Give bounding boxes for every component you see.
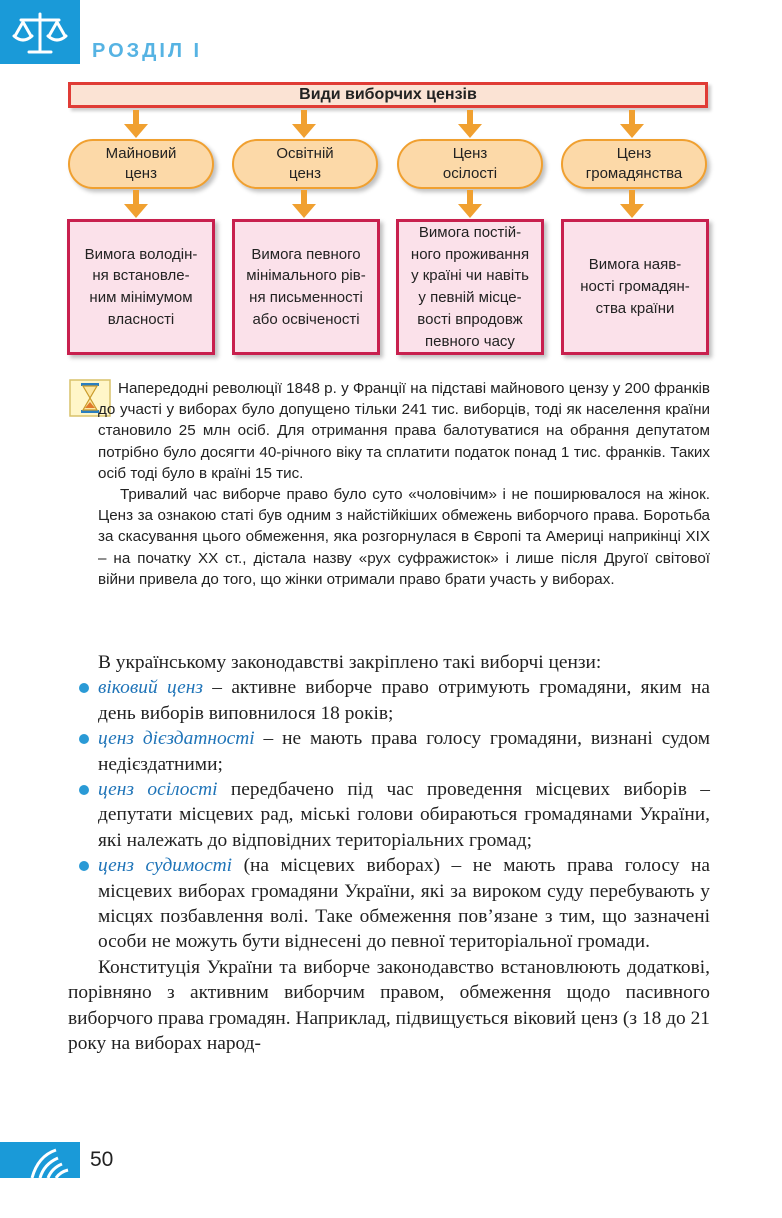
page-number: 50	[90, 1148, 114, 1171]
census-label-education: Освітній ценз	[232, 139, 378, 189]
list-text: – не мають права голосу громадяни, визнані судом недієздатними;	[98, 728, 710, 775]
closing-paragraph: Конституція України та виборче законодавство встановлюють додаткові, порівняно з активним виборчим правом, обмеження щодо пасивного виборчого права громадян. Наприклад, підвищується віковий ценз (з 18 до 21 року на виборах народ-	[68, 956, 710, 1055]
bullet-icon	[79, 861, 89, 871]
list-term: ценз дієздатності	[98, 728, 255, 750]
census-description-citizenship: Вимога наяв- ності громадян- ства країни	[561, 219, 709, 355]
diagram-title: Види виборчих цензів	[68, 82, 708, 108]
list-term: віковий ценз	[98, 677, 203, 699]
census-label-property: Майновий ценз	[68, 139, 214, 189]
bullet-icon	[79, 734, 89, 744]
bullet-icon	[79, 785, 89, 795]
list-term: ценз осілості	[98, 779, 218, 801]
census-description-residence: Вимога постій- ного проживання у країні чи навіть у певній місце- вості впродовж певного часу	[396, 219, 544, 355]
census-description-education: Вимога певного мінімального рів- ня письменності або освіченості	[232, 219, 380, 355]
list-text: передбачено під час проведення місцевих виборів – депутати місцевих рад, міські голови обираються громадянами України, які належать до відповідних територіальних громад;	[98, 779, 710, 851]
list-item	[68, 726, 710, 777]
list-term: ценз судимості	[98, 855, 233, 877]
main-text	[68, 650, 710, 1057]
list-text: – активне виборче право отримують громадяни, яким на день виборів виповнилося 18 років;	[98, 677, 710, 724]
note-paragraph: Тривалий час виборче право було суто «чоловічим» і не поширювалося на жінок. Ценз за ознакою статі був одним з найстійкіших обмежень виборчого права. Боротьба за скасування цього обмеження, яка розгорнулася в Європі та Америці наприкінці XIX – на початку XX ст., дістала назву «рух суфражисток» і лише після Другої світової війни привела до того, що жінки отримали право брати участь у виборах.	[98, 486, 710, 588]
list-item	[68, 777, 710, 853]
note-paragraph: Напередодні революції 1848 р. у Франції на підставі майнового цензу у 200 франків до участі у виборах було допущено тільки 241 тис. виборців, тоді як населення країни становило 25 млн осіб. Для отримання права балотуватися на обрання депутатом потрібно було досягти 40-річного віку та сплатити податок понад 1 тис. франків. Таких осіб тоді було в країні 15 тис.	[98, 380, 710, 482]
footer-bar	[0, 1142, 80, 1178]
census-types-diagram	[0, 0, 782, 370]
list-item	[68, 853, 710, 955]
census-label-residence: Ценз осілості	[397, 139, 543, 189]
census-list	[68, 675, 710, 954]
arrow-down-icon	[290, 190, 318, 220]
section-title: РОЗДІЛ І	[92, 40, 203, 62]
list-item	[68, 675, 710, 726]
arrow-down-icon	[122, 110, 150, 140]
arrow-down-icon	[618, 110, 646, 140]
arrow-down-icon	[122, 190, 150, 220]
arrow-down-icon	[456, 190, 484, 220]
arrow-down-icon	[456, 110, 484, 140]
census-label-citizenship: Ценз громадянства	[561, 139, 707, 189]
bullet-icon	[79, 683, 89, 693]
arrow-down-icon	[618, 190, 646, 220]
arrow-down-icon	[290, 110, 318, 140]
list-text: (на місцевих виборах) – не мають права голосу на місцевих виборах громадяни України, які за вироком суду перебувають у місцях позбавлення волі. Таке обмеження пов’язане з тим, що зазначені особи не можуть бути віднесені до певної територіальної громади.	[98, 855, 710, 953]
signal-waves-icon	[0, 1142, 80, 1178]
intro-paragraph: В українському законодавстві закріплено такі виборчі цензи:	[98, 652, 602, 673]
historical-note	[98, 378, 710, 590]
census-description-property: Вимога володін- ня встановле- ним мінімумом власності	[67, 219, 215, 355]
